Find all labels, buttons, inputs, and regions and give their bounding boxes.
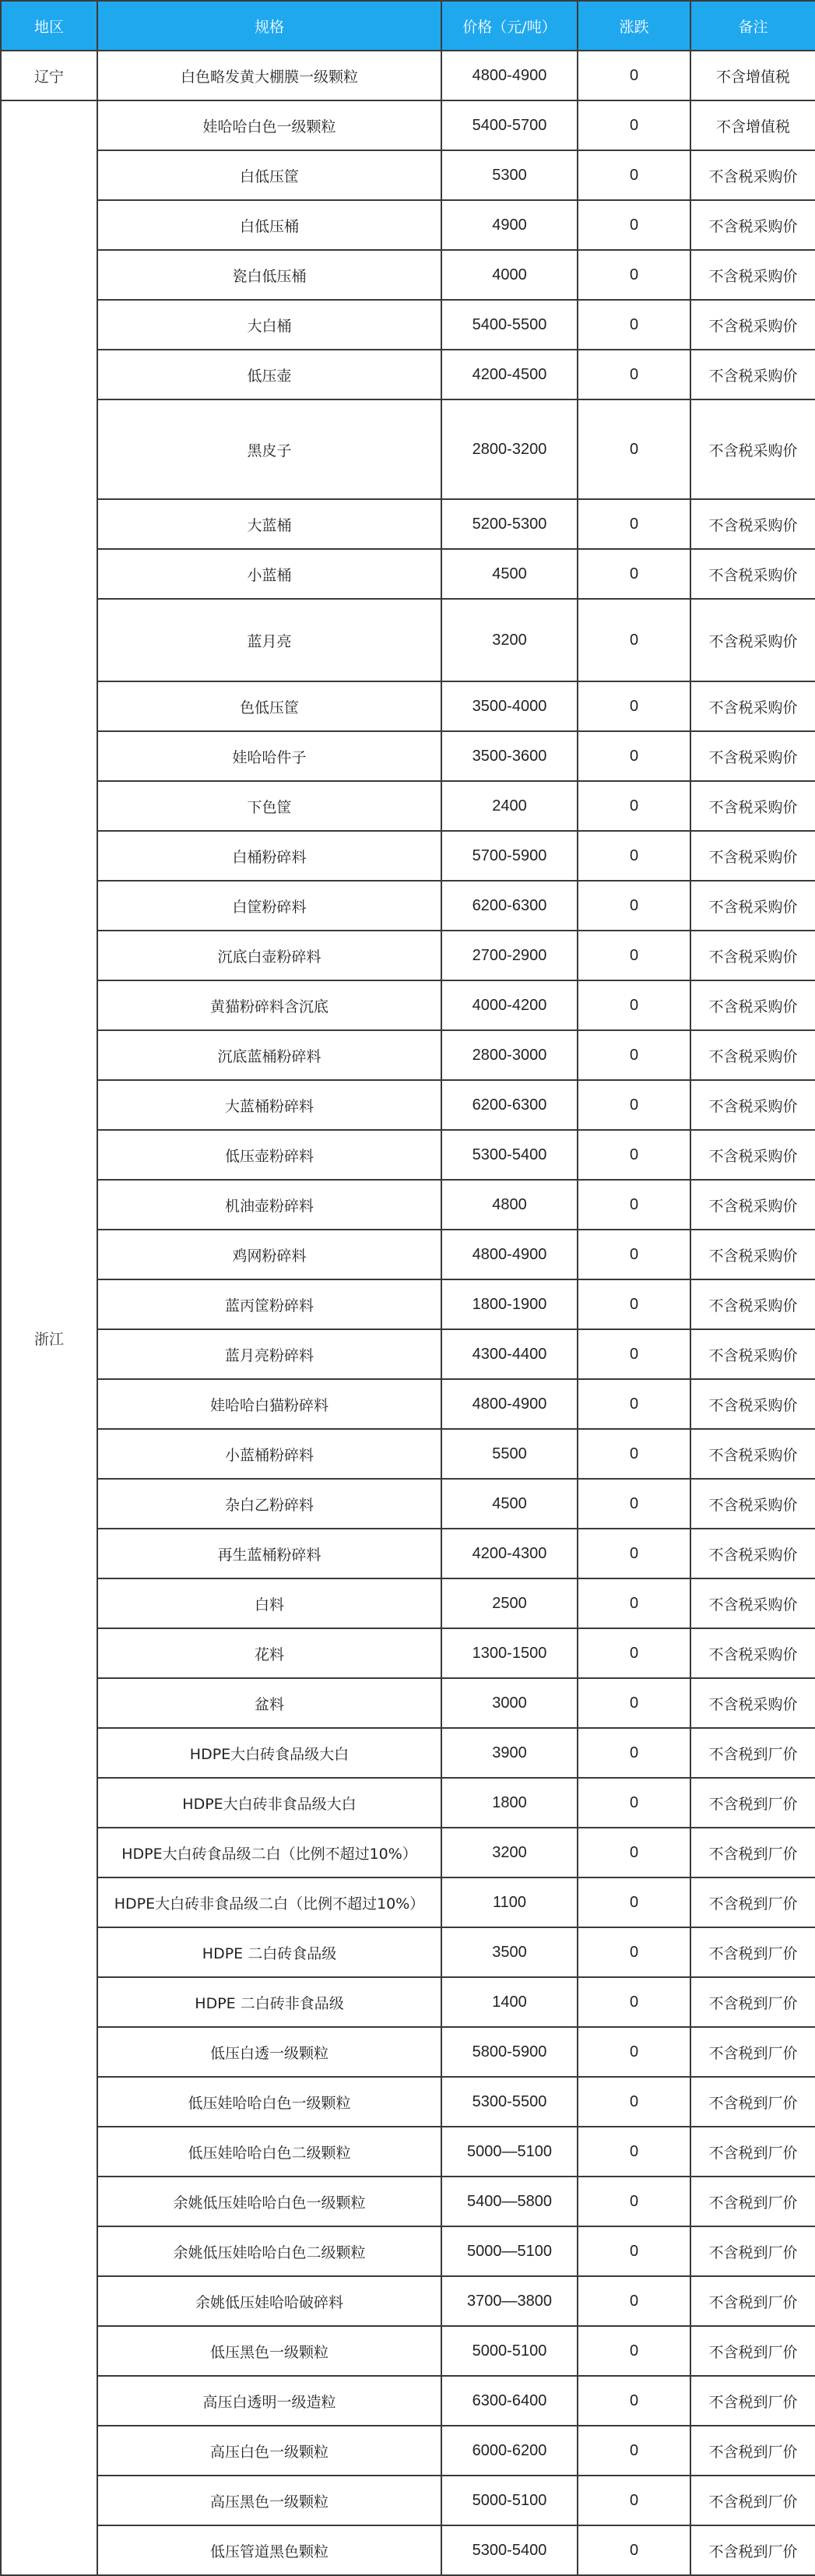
price-cell: 4000 [441, 250, 578, 300]
price-cell: 1800-1900 [441, 1279, 578, 1329]
change-cell: 0 [578, 980, 690, 1030]
price-cell: 5400-5700 [441, 100, 578, 150]
change-cell: 0 [578, 1778, 690, 1828]
note-cell: 不含税采购价 [690, 300, 815, 350]
price-cell: 3200 [441, 599, 578, 681]
note-cell: 不含税采购价 [690, 1080, 815, 1130]
table-row [1, 2276, 815, 2326]
table-row [1, 200, 815, 250]
price-cell: 3000 [441, 1678, 578, 1728]
table-row [1, 399, 815, 499]
price-cell: 4800 [441, 1180, 578, 1230]
table-row [1, 250, 815, 300]
price-cell: 3500 [441, 1927, 578, 1977]
note-cell: 不含税采购价 [690, 881, 815, 931]
change-cell: 0 [578, 549, 690, 599]
spec-cell: 盆料 [97, 1678, 441, 1728]
region-cell: 浙江 [1, 100, 97, 2575]
table-row [1, 599, 815, 681]
note-cell: 不含税采购价 [690, 1030, 815, 1080]
spec-cell: 大蓝桶粉碎料 [97, 1080, 441, 1130]
spec-cell: 白低压筐 [97, 150, 441, 200]
note-cell: 不含税到厂价 [690, 2127, 815, 2177]
change-cell: 0 [578, 1877, 690, 1927]
note-cell: 不含税采购价 [690, 250, 815, 300]
spec-cell: 小蓝桶 [97, 549, 441, 599]
table-row [1, 1080, 815, 1130]
note-cell: 不含税采购价 [690, 1279, 815, 1329]
spec-cell: 蓝月亮 [97, 599, 441, 681]
price-cell: 1400 [441, 1977, 578, 2027]
spec-cell: 机油壶粉碎料 [97, 1180, 441, 1230]
change-cell: 0 [578, 2476, 690, 2525]
header-change: 涨跌 [578, 1, 690, 51]
note-cell: 不含税到厂价 [690, 1977, 815, 2027]
spec-cell: 低压娃哈哈白色二级颗粒 [97, 2127, 441, 2177]
change-cell: 0 [578, 1529, 690, 1578]
spec-cell: HDPE大白砖食品级大白 [97, 1728, 441, 1778]
price-cell: 6200-6300 [441, 1080, 578, 1130]
price-cell: 4500 [441, 1479, 578, 1529]
note-cell: 不含税采购价 [690, 1578, 815, 1628]
change-cell: 0 [578, 2027, 690, 2077]
spec-cell: HDPE 二白砖非食品级 [97, 1977, 441, 2027]
note-cell: 不含税到厂价 [690, 1778, 815, 1828]
change-cell: 0 [578, 1977, 690, 2027]
change-cell: 0 [578, 150, 690, 200]
price-cell: 5300-5400 [441, 2525, 578, 2575]
change-cell: 0 [578, 681, 690, 731]
table-row [1, 1578, 815, 1628]
change-cell: 0 [578, 1030, 690, 1080]
spec-cell: 黑皮子 [97, 399, 441, 499]
price-cell: 1800 [441, 1778, 578, 1828]
note-cell: 不含税采购价 [690, 1678, 815, 1728]
spec-cell: 低压壶 [97, 350, 441, 399]
spec-cell: 杂白乙粉碎料 [97, 1479, 441, 1529]
table-row [1, 1180, 815, 1230]
spec-cell: 白料 [97, 1578, 441, 1628]
spec-cell: 白筐粉碎料 [97, 881, 441, 931]
price-cell: 5800-5900 [441, 2027, 578, 2077]
price-cell: 3500-3600 [441, 731, 578, 781]
spec-cell: 白色略发黄大棚膜一级颗粒 [97, 51, 441, 100]
spec-cell: 余姚低压娃哈哈白色二级颗粒 [97, 2226, 441, 2276]
table-row [1, 1130, 815, 1180]
note-cell: 不含税到厂价 [690, 2226, 815, 2276]
spec-cell: 白低压桶 [97, 200, 441, 250]
price-cell: 4800-4900 [441, 51, 578, 100]
note-cell: 不含税采购价 [690, 731, 815, 781]
change-cell: 0 [578, 2525, 690, 2575]
note-cell: 不含税采购价 [690, 150, 815, 200]
note-cell: 不含税到厂价 [690, 2027, 815, 2077]
table-row [1, 1329, 815, 1379]
spec-cell: 再生蓝桶粉碎料 [97, 1529, 441, 1578]
spec-cell: 黄猫粉碎料含沉底 [97, 980, 441, 1030]
table-row [1, 1529, 815, 1578]
spec-cell: 低压管道黑色颗粒 [97, 2525, 441, 2575]
header-price: 价格（元/吨） [441, 1, 578, 51]
table-row [1, 1778, 815, 1828]
change-cell: 0 [578, 2426, 690, 2476]
table-row [1, 1628, 815, 1678]
note-cell: 不含税到厂价 [690, 1728, 815, 1778]
price-cell: 2800-3200 [441, 399, 578, 499]
spec-cell: 余姚低压娃哈哈破碎料 [97, 2276, 441, 2326]
change-cell: 0 [578, 931, 690, 980]
change-cell: 0 [578, 1379, 690, 1429]
note-cell: 不含税到厂价 [690, 2276, 815, 2326]
change-cell: 0 [578, 1180, 690, 1230]
price-cell: 5300 [441, 150, 578, 200]
table-row [1, 881, 815, 931]
change-cell: 0 [578, 2326, 690, 2376]
table-row [1, 1877, 815, 1927]
table-row [1, 1977, 815, 2027]
spec-cell: 蓝丙筐粉碎料 [97, 1279, 441, 1329]
note-cell: 不含税到厂价 [690, 1927, 815, 1977]
price-cell: 5000-5100 [441, 2326, 578, 2376]
change-cell: 0 [578, 1329, 690, 1379]
price-cell: 2400 [441, 781, 578, 831]
price-cell: 5200-5300 [441, 499, 578, 549]
note-cell: 不含税采购价 [690, 831, 815, 881]
table-row [1, 2226, 815, 2276]
price-cell: 5700-5900 [441, 831, 578, 881]
change-cell: 0 [578, 1678, 690, 1728]
note-cell: 不含增值税 [690, 100, 815, 150]
spec-cell: 低压壶粉碎料 [97, 1130, 441, 1180]
table-row [1, 150, 815, 200]
table-row [1, 499, 815, 549]
spec-cell: 大白桶 [97, 300, 441, 350]
table-row [1, 2177, 815, 2226]
price-cell: 1300-1500 [441, 1628, 578, 1678]
table-row [1, 1927, 815, 1977]
price-cell: 4200-4500 [441, 350, 578, 399]
note-cell: 不含税到厂价 [690, 1877, 815, 1927]
spec-cell: 下色筐 [97, 781, 441, 831]
change-cell: 0 [578, 2127, 690, 2177]
table-row [1, 51, 815, 100]
change-cell: 0 [578, 1130, 690, 1180]
price-cell: 6000-6200 [441, 2426, 578, 2476]
header-region: 地区 [1, 1, 97, 51]
spec-cell: 瓷白低压桶 [97, 250, 441, 300]
change-cell: 0 [578, 1828, 690, 1877]
note-cell: 不含税到厂价 [690, 2376, 815, 2426]
change-cell: 0 [578, 499, 690, 549]
price-cell: 2700-2900 [441, 931, 578, 980]
note-cell: 不含税采购价 [690, 1180, 815, 1230]
change-cell: 0 [578, 1279, 690, 1329]
price-cell: 3200 [441, 1828, 578, 1877]
spec-cell: 高压黑色一级颗粒 [97, 2476, 441, 2525]
price-cell: 5000—5100 [441, 2226, 578, 2276]
note-cell: 不含税到厂价 [690, 2326, 815, 2376]
price-cell: 5400-5500 [441, 300, 578, 350]
spec-cell: 高压白色一级颗粒 [97, 2426, 441, 2476]
note-cell: 不含税采购价 [690, 1379, 815, 1429]
header-spec: 规格 [97, 1, 441, 51]
spec-cell: 大蓝桶 [97, 499, 441, 549]
change-cell: 0 [578, 2376, 690, 2426]
table-row [1, 2476, 815, 2525]
change-cell: 0 [578, 51, 690, 100]
note-cell: 不含税采购价 [690, 781, 815, 831]
note-cell: 不含税采购价 [690, 549, 815, 599]
table-row [1, 831, 815, 881]
table-row [1, 931, 815, 980]
table-row [1, 1379, 815, 1429]
spec-cell: 低压白透一级颗粒 [97, 2027, 441, 2077]
change-cell: 0 [578, 881, 690, 931]
spec-cell: 沉底白壶粉碎料 [97, 931, 441, 980]
table-row [1, 2376, 815, 2426]
table-row [1, 1429, 815, 1479]
change-cell: 0 [578, 1628, 690, 1678]
spec-cell: HDPE大白砖非食品级大白 [97, 1778, 441, 1828]
price-cell: 4900 [441, 200, 578, 250]
spec-cell: 低压娃哈哈白色一级颗粒 [97, 2077, 441, 2127]
table-row [1, 1030, 815, 1080]
change-cell: 0 [578, 2276, 690, 2326]
spec-cell: 娃哈哈件子 [97, 731, 441, 781]
table-row [1, 980, 815, 1030]
table-row [1, 1230, 815, 1279]
spec-cell: 娃哈哈白猫粉碎料 [97, 1379, 441, 1429]
spec-cell: 白桶粉碎料 [97, 831, 441, 881]
note-cell: 不含税采购价 [690, 599, 815, 681]
table-row [1, 781, 815, 831]
note-cell: 不含税采购价 [690, 1329, 815, 1379]
change-cell: 0 [578, 1429, 690, 1479]
table-header [1, 1, 815, 51]
note-cell: 不含税到厂价 [690, 2476, 815, 2525]
spec-cell: 沉底蓝桶粉碎料 [97, 1030, 441, 1080]
note-cell: 不含税到厂价 [690, 2177, 815, 2226]
price-cell: 4500 [441, 549, 578, 599]
price-cell: 5300-5400 [441, 1130, 578, 1180]
price-cell: 1100 [441, 1877, 578, 1927]
price-cell: 6300-6400 [441, 2376, 578, 2426]
price-cell: 4800-4900 [441, 1379, 578, 1429]
note-cell: 不含税采购价 [690, 499, 815, 549]
change-cell: 0 [578, 350, 690, 399]
change-cell: 0 [578, 1479, 690, 1529]
price-cell: 2500 [441, 1578, 578, 1628]
spec-cell: HDPE 二白砖食品级 [97, 1927, 441, 1977]
change-cell: 0 [578, 1080, 690, 1130]
table-row [1, 2127, 815, 2177]
region-cell: 辽宁 [1, 51, 97, 100]
table-row [1, 1828, 815, 1877]
note-cell: 不含税到厂价 [690, 2426, 815, 2476]
change-cell: 0 [578, 300, 690, 350]
spec-cell: 小蓝桶粉碎料 [97, 1429, 441, 1479]
table-row [1, 300, 815, 350]
header-row [1, 1, 815, 51]
table-row [1, 2077, 815, 2127]
note-cell: 不含税采购价 [690, 350, 815, 399]
note-cell: 不含税到厂价 [690, 1828, 815, 1877]
table-row [1, 2525, 815, 2575]
table-row [1, 1728, 815, 1778]
table-row [1, 1279, 815, 1329]
table-row [1, 731, 815, 781]
note-cell: 不含税采购价 [690, 200, 815, 250]
change-cell: 0 [578, 200, 690, 250]
change-cell: 0 [578, 2077, 690, 2127]
price-cell: 4000-4200 [441, 980, 578, 1030]
table-row [1, 2027, 815, 2077]
change-cell: 0 [578, 1578, 690, 1628]
note-cell: 不含税到厂价 [690, 2077, 815, 2127]
note-cell: 不含增值税 [690, 51, 815, 100]
price-cell: 3500-4000 [441, 681, 578, 731]
price-cell: 4300-4400 [441, 1329, 578, 1379]
change-cell: 0 [578, 731, 690, 781]
note-cell: 不含税采购价 [690, 1529, 815, 1578]
change-cell: 0 [578, 399, 690, 499]
spec-cell: 低压黑色一级颗粒 [97, 2326, 441, 2376]
table-row [1, 2426, 815, 2476]
table-row [1, 100, 815, 150]
change-cell: 0 [578, 2226, 690, 2276]
change-cell: 0 [578, 831, 690, 881]
table-row [1, 2326, 815, 2376]
table-row [1, 1678, 815, 1728]
price-cell: 5000—5100 [441, 2127, 578, 2177]
note-cell: 不含税采购价 [690, 1230, 815, 1279]
spec-cell: HDPE大白砖非食品级二白（比例不超过10%） [97, 1877, 441, 1927]
change-cell: 0 [578, 599, 690, 681]
change-cell: 0 [578, 1728, 690, 1778]
change-cell: 0 [578, 781, 690, 831]
change-cell: 0 [578, 1927, 690, 1977]
table-row [1, 1479, 815, 1529]
note-cell: 不含税采购价 [690, 399, 815, 499]
change-cell: 0 [578, 250, 690, 300]
spec-cell: 鸡网粉碎料 [97, 1230, 441, 1279]
spec-cell: 蓝月亮粉碎料 [97, 1329, 441, 1379]
note-cell: 不含税采购价 [690, 1628, 815, 1678]
price-cell: 3900 [441, 1728, 578, 1778]
spec-cell: 花料 [97, 1628, 441, 1678]
table-row [1, 350, 815, 399]
table-row [1, 549, 815, 599]
price-cell: 2800-3000 [441, 1030, 578, 1080]
note-cell: 不含税采购价 [690, 1429, 815, 1479]
spec-cell: 高压白透明一级造粒 [97, 2376, 441, 2426]
table-body [1, 51, 815, 2575]
note-cell: 不含税采购价 [690, 1479, 815, 1529]
price-cell: 5400—5800 [441, 2177, 578, 2226]
price-cell: 4800-4900 [441, 1230, 578, 1279]
note-cell: 不含税到厂价 [690, 2525, 815, 2575]
header-note: 备注 [690, 1, 815, 51]
price-cell: 5500 [441, 1429, 578, 1479]
spec-cell: 余姚低压娃哈哈白色一级颗粒 [97, 2177, 441, 2226]
spec-cell: HDPE大白砖食品级二白（比例不超过10%） [97, 1828, 441, 1877]
note-cell: 不含税采购价 [690, 681, 815, 731]
change-cell: 0 [578, 2177, 690, 2226]
price-cell: 3700—3800 [441, 2276, 578, 2326]
price-cell: 5300-5500 [441, 2077, 578, 2127]
note-cell: 不含税采购价 [690, 931, 815, 980]
note-cell: 不含税采购价 [690, 1130, 815, 1180]
change-cell: 0 [578, 100, 690, 150]
price-cell: 6200-6300 [441, 881, 578, 931]
table-row [1, 681, 815, 731]
price-cell: 5000-5100 [441, 2476, 578, 2525]
spec-cell: 色低压筐 [97, 681, 441, 731]
change-cell: 0 [578, 1230, 690, 1279]
spec-cell: 娃哈哈白色一级颗粒 [97, 100, 441, 150]
note-cell: 不含税采购价 [690, 980, 815, 1030]
price-cell: 4200-4300 [441, 1529, 578, 1578]
